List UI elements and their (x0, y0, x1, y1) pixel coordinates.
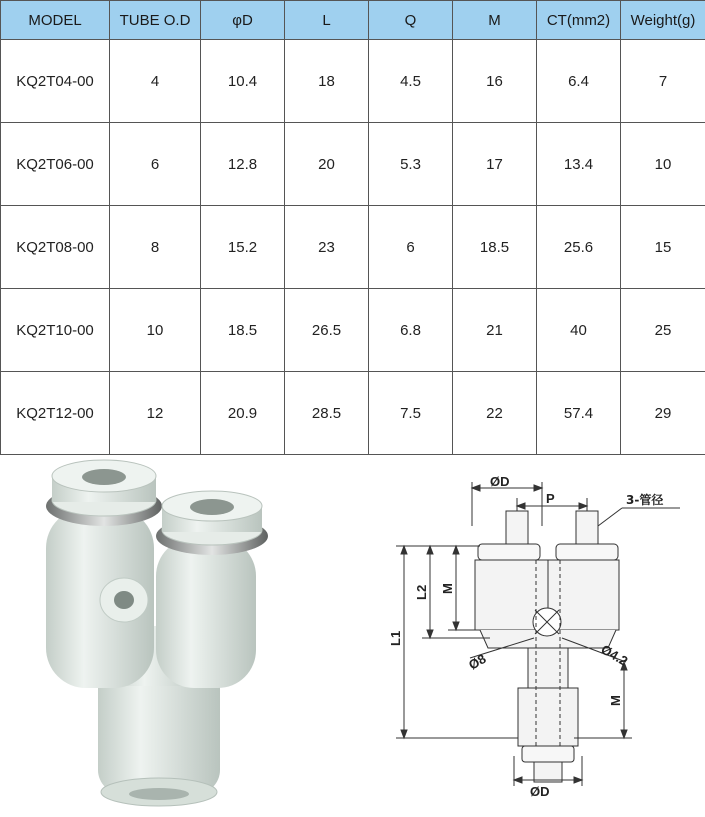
cell-q: 6.8 (369, 289, 453, 372)
cell-l: 18 (285, 40, 369, 123)
header-m: M (453, 1, 537, 40)
cell-m: 21 (453, 289, 537, 372)
cell-l: 26.5 (285, 289, 369, 372)
label-d4-2: Ø4.2 (598, 641, 631, 669)
cell-model: KQ2T10-00 (1, 289, 110, 372)
cell-phi-d: 18.5 (201, 289, 285, 372)
table-header-row (1, 1, 705, 40)
table-row (1, 123, 705, 206)
label-d-top: ØD (490, 474, 510, 489)
header-tube-od: TUBE O.D (110, 1, 201, 40)
cell-m: 17 (453, 123, 537, 206)
cell-model: KQ2T04-00 (1, 40, 110, 123)
label-m-left: M (440, 583, 455, 594)
header-phi-d: φD (201, 1, 285, 40)
label-tube-size: 3-管径 (626, 493, 664, 507)
cell-ct: 25.6 (537, 206, 621, 289)
cell-m: 18.5 (453, 206, 537, 289)
cell-q: 6 (369, 206, 453, 289)
cell-ct: 13.4 (537, 123, 621, 206)
cell-q: 7.5 (369, 372, 453, 455)
cell-q: 4.5 (369, 40, 453, 123)
cell-l: 28.5 (285, 372, 369, 455)
cell-weight: 10 (621, 123, 705, 206)
y-fitting-photo-image (0, 456, 318, 817)
product-photo (0, 456, 318, 817)
cell-tube-od: 12 (110, 372, 201, 455)
header-l: L (285, 1, 369, 40)
dimension-drawing-image (330, 456, 705, 817)
technical-drawing (330, 456, 705, 817)
cell-tube-od: 6 (110, 123, 201, 206)
cell-tube-od: 4 (110, 40, 201, 123)
cell-phi-d: 10.4 (201, 40, 285, 123)
cell-weight: 15 (621, 206, 705, 289)
header-weight: Weight(g) (621, 1, 705, 40)
cell-m: 16 (453, 40, 537, 123)
table-row (1, 206, 705, 289)
label-d8: Ø8 (466, 650, 489, 673)
cell-tube-od: 8 (110, 206, 201, 289)
cell-weight: 25 (621, 289, 705, 372)
cell-tube-od: 10 (110, 289, 201, 372)
table-row (1, 289, 705, 372)
cell-model: KQ2T12-00 (1, 372, 110, 455)
cell-l: 20 (285, 123, 369, 206)
label-l1: L1 (388, 630, 403, 646)
cell-ct: 40 (537, 289, 621, 372)
cell-model: KQ2T08-00 (1, 206, 110, 289)
cell-phi-d: 12.8 (201, 123, 285, 206)
cell-ct: 6.4 (537, 40, 621, 123)
product-illustrations (0, 456, 705, 817)
label-m-right: M (608, 695, 623, 706)
cell-phi-d: 15.2 (201, 206, 285, 289)
cell-l: 23 (285, 206, 369, 289)
cell-weight: 7 (621, 40, 705, 123)
label-p: P (546, 491, 555, 506)
header-model: MODEL (1, 1, 110, 40)
cell-q: 5.3 (369, 123, 453, 206)
cell-model: KQ2T06-00 (1, 123, 110, 206)
cell-ct: 57.4 (537, 372, 621, 455)
table-row (1, 372, 705, 455)
header-q: Q (369, 1, 453, 40)
header-ct: CT(mm2) (537, 1, 621, 40)
table-row (1, 40, 705, 123)
cell-m: 22 (453, 372, 537, 455)
cell-phi-d: 20.9 (201, 372, 285, 455)
label-l2: L2 (414, 584, 429, 600)
right-arm-shape (156, 538, 256, 688)
cell-weight: 29 (621, 372, 705, 455)
label-d-bottom: ØD (530, 784, 550, 799)
